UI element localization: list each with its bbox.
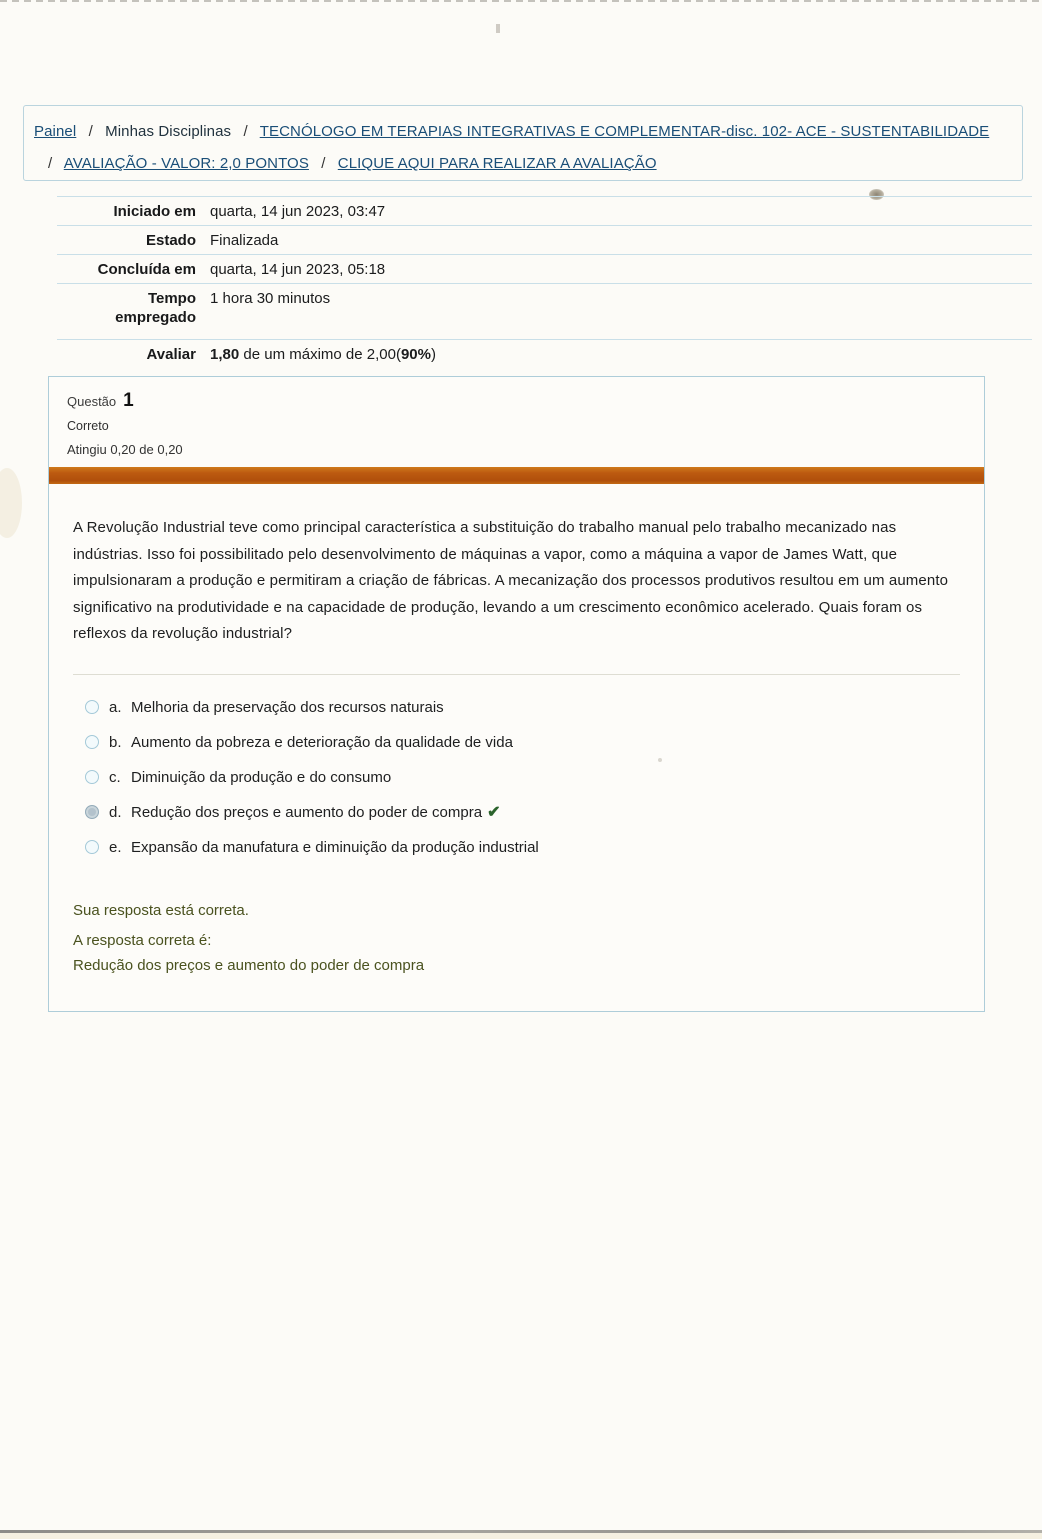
grade-percent: 90% bbox=[400, 346, 431, 363]
option-text[interactable]: Redução dos preços e aumento do poder de compra bbox=[131, 803, 483, 821]
option-text[interactable]: Expansão da manufatura e diminuição da produção industrial bbox=[131, 838, 539, 856]
option-text[interactable]: Melhoria da preservação dos recursos naturais bbox=[131, 698, 444, 716]
radio-button-a[interactable] bbox=[85, 700, 99, 714]
correct-check-icon: ✔ bbox=[487, 803, 501, 821]
feedback-result: Sua resposta está correta. bbox=[73, 901, 249, 919]
option-text[interactable]: Aumento da pobreza e deterioração da qualidade de vida bbox=[131, 733, 513, 751]
option-row-b[interactable] bbox=[73, 732, 960, 753]
summary-row-tempo bbox=[57, 283, 1032, 339]
option-letter: e. bbox=[109, 838, 122, 856]
scan-artifact-bottom-strip bbox=[0, 1533, 1042, 1539]
radio-button-d-selected[interactable] bbox=[85, 805, 99, 819]
question-info bbox=[49, 377, 984, 467]
summary-value: quarta, 14 jun 2023, 05:18 bbox=[210, 261, 386, 278]
summary-value: Finalizada bbox=[210, 232, 279, 249]
scan-speck bbox=[496, 24, 500, 33]
radio-button-b[interactable] bbox=[85, 735, 99, 749]
summary-label: Tempo empregado bbox=[115, 290, 196, 326]
question-number-row bbox=[67, 390, 984, 412]
summary-value: 1 hora 30 minutos bbox=[210, 290, 331, 307]
option-row-a[interactable] bbox=[73, 697, 960, 718]
question-box bbox=[48, 376, 985, 1012]
breadcrumb-line-2 bbox=[40, 155, 1016, 172]
options-list bbox=[73, 697, 960, 858]
breadcrumb-separator: / bbox=[88, 123, 93, 140]
question-divider bbox=[73, 674, 960, 675]
grade-close: ) bbox=[430, 346, 436, 363]
option-row-c[interactable] bbox=[73, 767, 960, 788]
summary-label: Estado bbox=[145, 232, 196, 249]
question-accent-bar bbox=[49, 467, 984, 484]
question-text: A Revolução Industrial teve como principal característica a substituição do trabalho manual pelo trabalho mecanizado nas indústrias. Isso foi possibilitado pelo desenvolvimento de máquinas a vapor, como a máquina a vapor de James Watt, que impulsionaram a produção e permitiram a criação de fábricas. A mecanização dos processos produtivos resultou em um aumento significativo na produtividade e na capacidade de produção, levando a um crescimento econômico acelerado. Quais foram os reflexos da revolução industrial? bbox=[73, 519, 949, 642]
option-letter: b. bbox=[109, 733, 122, 751]
radio-button-c[interactable] bbox=[85, 770, 99, 784]
breadcrumb-line-1 bbox=[34, 123, 1016, 140]
summary-label: Concluída em bbox=[97, 261, 196, 278]
summary-label: Avaliar bbox=[146, 346, 196, 363]
question-number: 1 bbox=[123, 390, 134, 411]
breadcrumb-separator: / bbox=[243, 123, 248, 140]
grade-score: 1,80 bbox=[210, 346, 240, 363]
option-row-e[interactable] bbox=[73, 837, 960, 858]
feedback-correct-answer: Redução dos preços e aumento do poder de compra bbox=[73, 956, 425, 974]
option-row-d[interactable] bbox=[73, 802, 960, 823]
summary-row-iniciado bbox=[57, 196, 1032, 225]
breadcrumb-separator: / bbox=[321, 155, 326, 172]
radio-button-e[interactable] bbox=[85, 840, 99, 854]
question-number-label: Questão bbox=[67, 394, 117, 409]
option-letter: a. bbox=[109, 698, 122, 716]
grade-text: de um máximo de 2,00( bbox=[239, 346, 401, 363]
summary-row-avaliar bbox=[57, 339, 1032, 368]
option-text[interactable]: Diminuição da produção e do consumo bbox=[131, 768, 392, 786]
breadcrumb-link-realizar-avaliacao[interactable]: CLIQUE AQUI PARA REALIZAR A AVALIAÇÃO bbox=[337, 155, 657, 172]
feedback-block bbox=[73, 902, 960, 974]
breadcrumb-link-avaliacao[interactable]: AVALIAÇÃO - VALOR: 2,0 PONTOS bbox=[63, 155, 309, 172]
summary-value: quarta, 14 jun 2023, 03:47 bbox=[210, 203, 386, 220]
breadcrumb-separator: / bbox=[48, 155, 53, 172]
scan-speck bbox=[658, 758, 662, 762]
feedback-correct-intro: A resposta correta é: bbox=[73, 931, 212, 949]
breadcrumb bbox=[23, 105, 1023, 181]
scan-blotch bbox=[0, 468, 22, 538]
question-state-badge: Correto bbox=[67, 419, 109, 433]
scan-artifact-top-line bbox=[0, 0, 1042, 2]
question-content bbox=[49, 484, 984, 974]
summary-grade-value bbox=[210, 345, 436, 364]
summary-row-concluida bbox=[57, 254, 1032, 283]
option-letter: c. bbox=[109, 768, 121, 786]
breadcrumb-link-course[interactable]: TECNÓLOGO EM TERAPIAS INTEGRATIVAS E COMPLEMENTAR-disc. 102- ACE - SUSTENTABILIDADE bbox=[259, 123, 990, 140]
option-letter: d. bbox=[109, 803, 122, 821]
attempt-summary-table bbox=[57, 196, 1032, 368]
question-points: Atingiu 0,20 de 0,20 bbox=[67, 442, 183, 457]
breadcrumb-link-painel[interactable]: Painel bbox=[34, 123, 77, 140]
summary-label: Iniciado em bbox=[113, 203, 196, 220]
breadcrumb-item-minhas-disciplinas[interactable]: Minhas Disciplinas bbox=[105, 123, 232, 140]
summary-row-estado bbox=[57, 225, 1032, 254]
